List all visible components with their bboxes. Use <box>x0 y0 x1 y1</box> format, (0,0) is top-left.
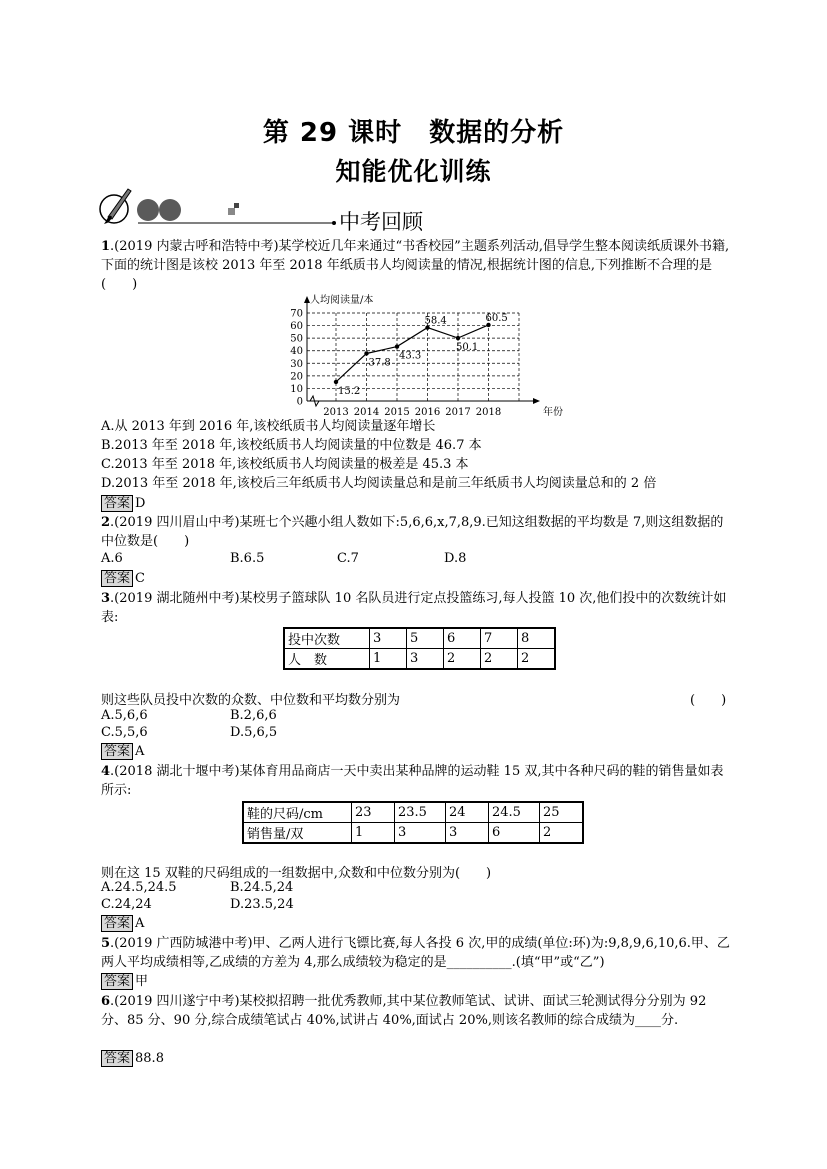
x-tick-label: 2018 <box>475 407 502 418</box>
table-cell: 23 <box>352 802 395 823</box>
data-point <box>456 336 460 340</box>
table-cell: 鞋的尺码/cm <box>243 802 352 823</box>
answer-2 <box>101 569 733 588</box>
answer-label: 答案 <box>101 1050 133 1067</box>
table-cell: 6 <box>444 628 481 649</box>
table-row <box>284 649 555 670</box>
q2-option-a: A.6 <box>101 551 123 566</box>
y-tick-label: 20 <box>290 371 303 383</box>
question-number: 5 <box>101 936 111 951</box>
question-text: .(2019 四川遂宁中考)某校拟招聘一批优秀教师,其中某位教师笔试、试讲、面试三轮测试得分分别为 92 分、85 分、90 分,综合成绩笔试占 40%,试讲占 40%,面试占 20%,则该名教师的综合成绩为____分. <box>101 994 707 1028</box>
y-tick-label: 60 <box>290 321 303 333</box>
q2-option-b: B.6.5 <box>230 551 265 566</box>
q3-option-d: D.5,6,5 <box>230 725 278 740</box>
table-cell: 2 <box>481 649 518 670</box>
answer-label: 答案 <box>101 973 133 990</box>
q3-option-b: B.2,6,6 <box>230 708 277 723</box>
question-number: 3 <box>101 591 111 606</box>
question-3 <box>101 589 733 627</box>
table-cell: 23.5 <box>395 802 446 823</box>
table-cell: 3 <box>395 823 446 844</box>
q4-option-d: D.23.5,24 <box>230 897 294 912</box>
brush-icon <box>100 189 131 224</box>
y-axis-label: 人均阅读量/本 <box>310 295 374 306</box>
question-text: .(2019 湖北随州中考)某校男子篮球队 10 名队员进行定点投篮练习,每人投篮 10 次,他们投中的次数统计如表: <box>101 591 727 625</box>
table-cell: 7 <box>481 628 518 649</box>
q4-option-a: A.24.5,24.5 <box>101 880 177 895</box>
answer-label: 答案 <box>101 570 133 587</box>
q4-option-b: B.24.5,24 <box>230 880 294 895</box>
x-tick-label: 2013 <box>323 407 349 418</box>
section-decoration <box>98 183 338 233</box>
table-cell: 24 <box>446 802 489 823</box>
data-point <box>334 380 338 384</box>
option-a: A.从 2013 年到 2016 年,该校纸质书人均阅读量逐年增长 <box>101 419 436 434</box>
table-cell: 3 <box>407 649 444 670</box>
question-number: 1 <box>101 239 111 254</box>
question-number: 4 <box>101 764 111 779</box>
table-cell: 3 <box>446 823 489 844</box>
option-d: D.2013 年至 2018 年,该校后三年纸质书人均阅读量总和是前三年纸质书人均阅读量总和的 2 倍 <box>101 476 657 491</box>
q3-paren: ( ) <box>690 693 727 708</box>
y-tick-label: 10 <box>290 383 303 395</box>
question-text: .(2019 广西防城港中考)甲、乙两人进行飞镖比赛,每人各投 6 次,甲的成绩(单位:环)为:9,8,9,6,10,6.甲、乙两人平均成绩相等,乙成绩的方差为 4,那么成绩较为稳定的是__________.(填“甲”或“乙”) <box>101 936 730 970</box>
option-b: B.2013 年至 2018 年,该校纸质书人均阅读量的中位数是 46.7 本 <box>101 438 482 453</box>
data-label: 15.2 <box>338 385 361 397</box>
answer-value: A <box>135 744 145 759</box>
table-cell: 25 <box>540 802 584 823</box>
table-cell: 8 <box>518 628 556 649</box>
answer-4 <box>101 914 733 933</box>
q2-option-c: C.7 <box>337 551 359 566</box>
table-cell: 人 数 <box>284 649 370 670</box>
y-tick-label: 0 <box>296 396 303 408</box>
table-row <box>284 628 555 649</box>
answer-value: C <box>135 571 145 586</box>
y-tick-label: 50 <box>290 333 303 345</box>
table-cell: 销售量/双 <box>243 823 352 844</box>
option-c: C.2013 年至 2018 年,该校纸质书人均阅读量的极差是 45.3 本 <box>101 457 469 472</box>
x-axis-label: 年份 <box>543 407 563 418</box>
x-tick-label: 2015 <box>384 407 410 418</box>
shoes-table <box>242 801 584 844</box>
table-cell: 1 <box>352 823 395 844</box>
data-label: 43.3 <box>399 350 422 362</box>
answer-value: 甲 <box>135 974 149 989</box>
table-cell: 投中次数 <box>284 628 370 649</box>
q3-option-a: A.5,6,6 <box>101 708 148 723</box>
table-cell: 2 <box>540 823 584 844</box>
question-number: 6 <box>101 994 111 1009</box>
answer-label: 答案 <box>101 743 133 760</box>
x-tick-label: 2016 <box>414 407 441 418</box>
section-title: 中考回顾 <box>339 210 423 234</box>
data-point <box>364 351 368 355</box>
question-text: .(2018 湖北十堰中考)某体育用品商店一天中卖出某种品牌的运动鞋 15 双,其中各种尺码的鞋的销售量如表所示: <box>101 764 724 798</box>
table-cell: 2 <box>518 649 556 670</box>
data-label: 58.4 <box>424 315 447 327</box>
q4-question: 则在这 15 双鞋的尺码组成的一组数据中,众数和中位数分别为( ) <box>101 866 492 881</box>
q4-option-c: C.24,24 <box>101 897 152 912</box>
question-text: .(2019 内蒙古呼和浩特中考)某学校近几年来通过“书香校园”主题系列活动,倡导学生整本阅读纸质课外书籍,下面的统计图是该校 2013 年至 2018 年纸质书人均阅读量的情况,根据统计图的信息,下列推断不合理的是( ) <box>101 239 730 292</box>
q3-option-c: C.5,5,6 <box>101 725 148 740</box>
table-cell: 6 <box>489 823 540 844</box>
x-tick-label: 2017 <box>445 407 471 418</box>
table-cell: 3 <box>370 628 407 649</box>
answer-1 <box>101 494 733 513</box>
shots-table <box>283 627 556 670</box>
table-cell: 1 <box>370 649 407 670</box>
table-cell: 5 <box>407 628 444 649</box>
page-title: 第 29 课时 数据的分析 <box>262 118 565 148</box>
answer-label: 答案 <box>101 495 133 512</box>
table-cell: 2 <box>444 649 481 670</box>
reading-chart <box>265 290 563 420</box>
q2-option-d: D.8 <box>444 551 467 566</box>
data-label: 60.5 <box>485 312 508 324</box>
y-tick-label: 70 <box>290 308 303 320</box>
answer-value: 88.8 <box>135 1051 164 1066</box>
answer-5 <box>101 972 733 991</box>
q3-question: 则这些队员投中次数的众数、中位数和平均数分别为 <box>101 693 401 708</box>
answer-value: A <box>135 916 145 931</box>
table-row <box>243 823 583 844</box>
question-text: .(2019 四川眉山中考)某班七个兴趣小组人数如下:5,6,6,x,7,8,9.已知这组数据的平均数是 7,则这组数据的中位数是( ) <box>101 515 724 549</box>
question-number: 2 <box>101 515 111 530</box>
question-1 <box>101 237 733 294</box>
question-6 <box>101 992 733 1030</box>
data-label: 37.8 <box>368 357 391 369</box>
table-cell: 24.5 <box>489 802 540 823</box>
x-axis-arrow <box>533 398 540 404</box>
q1-options <box>101 417 733 493</box>
table-row <box>243 802 583 823</box>
y-tick-label: 30 <box>290 358 303 370</box>
page-subtitle: 知能优化训练 <box>335 157 492 186</box>
data-label: 50.1 <box>456 342 479 354</box>
answer-label: 答案 <box>101 915 133 932</box>
answer-3 <box>101 742 733 761</box>
data-point <box>395 344 399 348</box>
question-2 <box>101 513 733 551</box>
question-5 <box>101 934 733 972</box>
question-4 <box>101 762 733 800</box>
y-tick-label: 40 <box>290 346 303 358</box>
answer-value: D <box>135 496 146 511</box>
x-tick-label: 2014 <box>353 407 380 418</box>
answer-6 <box>101 1049 733 1068</box>
